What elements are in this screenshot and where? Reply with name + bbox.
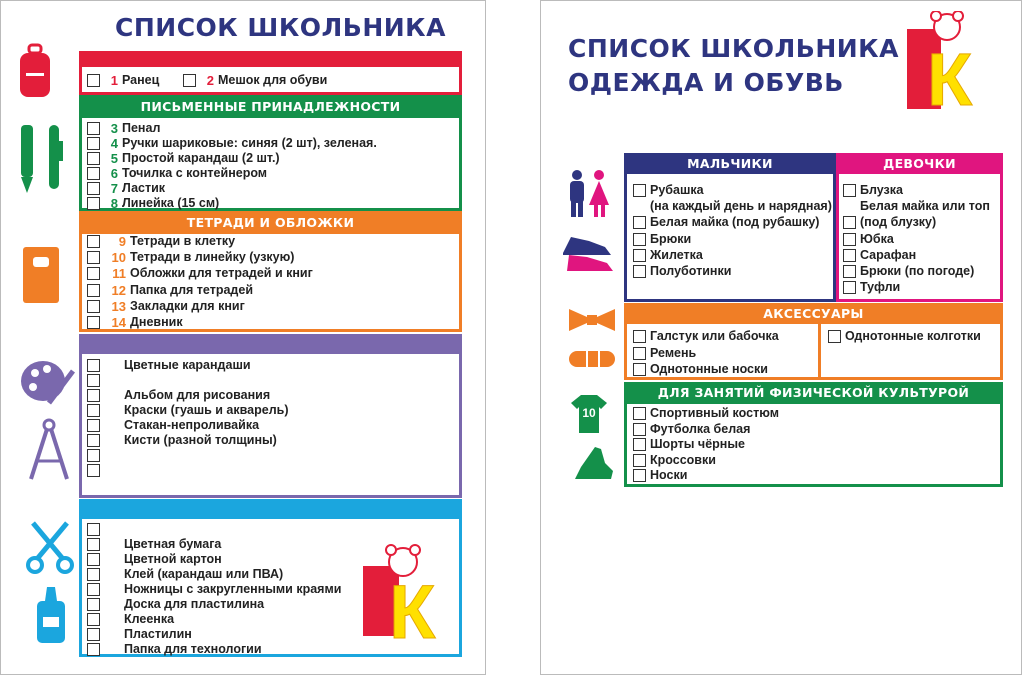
checklist-item[interactable]	[633, 264, 731, 279]
item-label: Дневник	[130, 315, 183, 329]
item-label: Кисти (разной толщины)	[124, 433, 277, 447]
item-label: Полуботинки	[650, 264, 732, 278]
glue-icon	[31, 585, 71, 645]
checklist-item[interactable]	[633, 232, 691, 247]
backpack-icon	[17, 43, 53, 99]
checklist-item[interactable]	[87, 627, 192, 642]
notebook-icon	[19, 245, 63, 305]
checklist-item[interactable]	[87, 151, 280, 166]
checklist-item[interactable]	[87, 181, 165, 196]
belt-icon	[567, 347, 617, 371]
item-label: Папка для тетрадей	[130, 282, 253, 297]
scissors-icon	[25, 521, 75, 575]
checklist-item[interactable]	[633, 406, 779, 421]
item-label: Линейка (15 см)	[122, 196, 220, 210]
checklist-item[interactable]	[843, 264, 974, 279]
checkbox[interactable]	[633, 330, 646, 343]
checklist-item[interactable]	[843, 215, 936, 230]
checkbox[interactable]	[87, 583, 100, 596]
checkbox[interactable]	[87, 538, 100, 551]
item-label: Однотонные носки	[650, 362, 768, 376]
item-number: 7	[110, 181, 118, 196]
item-label: Ранец	[122, 73, 160, 87]
checklist-item[interactable]	[843, 232, 894, 247]
item-label: Однотонные колготки	[845, 329, 981, 343]
item-label: Ластик	[122, 181, 166, 195]
item-label: Рубашка	[650, 183, 704, 197]
item-label: Кроссовки	[650, 452, 716, 467]
item-label: Сарафан	[860, 247, 917, 262]
checklist-item[interactable]	[183, 73, 327, 88]
checkbox[interactable]	[87, 643, 100, 656]
item-label: Простой карандаш (2 шт.)	[122, 151, 280, 165]
checkbox[interactable]	[87, 553, 100, 566]
checklist-item[interactable]	[87, 136, 377, 151]
checklist-item[interactable]	[87, 448, 124, 463]
checkbox[interactable]	[633, 216, 646, 229]
checkbox[interactable]	[87, 316, 100, 329]
item-label: Папка для технологии	[124, 642, 262, 656]
checklist-item[interactable]	[87, 582, 341, 597]
item-number: 13	[111, 298, 126, 314]
pe-header: ДЛЯ ЗАНЯТИЙ ФИЗИЧЕСКОЙ КУЛЬТУРОЙ	[624, 382, 1003, 404]
checklist-item[interactable]	[843, 248, 916, 263]
checkbox[interactable]	[828, 330, 841, 343]
section-header-1: ПИСЬМЕННЫЕ ПРИНАДЛЕЖНОСТИ	[79, 95, 462, 118]
svg-text:К: К	[927, 38, 973, 109]
checkbox[interactable]	[87, 628, 100, 641]
item-label: Пенал	[122, 121, 161, 135]
brand-logo	[363, 544, 459, 642]
jersey-number: 10	[582, 406, 596, 420]
checkbox[interactable]	[87, 523, 100, 536]
accessories-divider	[818, 324, 821, 378]
checkbox[interactable]	[183, 74, 196, 87]
item-label: Ножницы с закругленными краями	[124, 582, 342, 596]
checkbox[interactable]	[87, 167, 100, 180]
checkbox[interactable]	[87, 613, 100, 626]
item-number: 6	[110, 166, 118, 181]
item-number: 3	[110, 121, 118, 136]
checklist-item[interactable]	[633, 346, 696, 361]
checkbox[interactable]	[633, 233, 646, 246]
section-header-0	[79, 51, 462, 67]
checkbox[interactable]	[633, 347, 646, 360]
checkbox[interactable]	[87, 598, 100, 611]
item-label: Носки	[650, 468, 688, 482]
checkbox[interactable]	[633, 249, 646, 262]
compass-icon	[27, 417, 71, 481]
checklist-item[interactable]	[87, 358, 251, 373]
checkbox[interactable]	[843, 249, 856, 262]
shoes-icon	[561, 233, 615, 275]
item-label: Обложки для тетрадей и книг	[130, 266, 313, 281]
checkbox[interactable]	[87, 434, 100, 447]
checklist-item[interactable]	[87, 567, 283, 582]
checklist-item[interactable]	[87, 166, 267, 181]
checkbox[interactable]	[87, 74, 100, 87]
checkbox[interactable]	[87, 182, 100, 195]
checkbox[interactable]	[633, 363, 646, 376]
checkbox[interactable]	[87, 374, 100, 387]
checkbox[interactable]	[87, 300, 100, 313]
checklist-item[interactable]	[843, 183, 903, 198]
checklist-item[interactable]	[633, 468, 687, 483]
checkbox[interactable]	[633, 407, 646, 420]
item-label: (под блузку)	[860, 215, 937, 230]
checklist-item[interactable]	[87, 522, 124, 537]
checklist-item[interactable]	[87, 121, 160, 136]
item-label: Футболка белая	[650, 421, 751, 436]
item-label: Клей (карандаш или ПВА)	[124, 567, 284, 581]
item-label: Стакан-непроливайка	[124, 418, 260, 432]
palette-icon	[19, 353, 75, 409]
pencil-pen-icon	[17, 123, 69, 199]
checklist-item[interactable]	[87, 612, 174, 627]
checkbox[interactable]	[87, 122, 100, 135]
accessories-header: АКСЕССУАРЫ	[624, 303, 1003, 324]
checkbox[interactable]	[843, 233, 856, 246]
item-label: Блузка	[860, 183, 903, 197]
item-label: Тетради в клетку	[130, 234, 236, 248]
checklist-item[interactable]	[828, 329, 981, 344]
item-number: 4	[110, 136, 118, 151]
section-header-4	[79, 499, 462, 519]
checkbox[interactable]	[87, 404, 100, 417]
item-number: 5	[110, 151, 118, 166]
right-page	[540, 0, 1022, 675]
checkbox[interactable]	[633, 469, 646, 482]
item-number: 12	[111, 282, 126, 298]
checkbox[interactable]	[87, 152, 100, 165]
section-header-3	[79, 334, 462, 354]
checklist-item[interactable]	[633, 199, 832, 214]
item-label: Брюки (по погоде)	[860, 264, 975, 278]
checkbox[interactable]	[843, 184, 856, 197]
checklist-item[interactable]	[633, 248, 703, 263]
item-label: Ручки шариковые: синяя (2 шт), зеленая.	[122, 136, 377, 150]
checklist-item[interactable]	[633, 437, 745, 452]
right-title-line1: СПИСОК ШКОЛЬНИКА	[568, 34, 899, 63]
checkbox[interactable]	[87, 359, 100, 372]
checkbox[interactable]	[87, 235, 100, 248]
checklist-item[interactable]	[843, 280, 900, 295]
checklist-item[interactable]	[633, 362, 768, 377]
item-number: 9	[118, 234, 126, 249]
checklist-item[interactable]	[87, 373, 124, 388]
checklist-item[interactable]	[87, 433, 277, 448]
checklist-item[interactable]	[87, 552, 222, 567]
checkbox[interactable]	[87, 568, 100, 581]
brand-logo	[907, 11, 993, 109]
item-label: Туфли	[860, 280, 901, 295]
checkbox[interactable]	[633, 265, 646, 278]
checklist-item[interactable]	[633, 453, 716, 468]
boys-header: МАЛЬЧИКИ	[624, 153, 836, 174]
item-label: Точилка с контейнером	[122, 166, 268, 180]
jersey-icon	[571, 393, 607, 435]
checkbox[interactable]	[87, 197, 100, 210]
item-label: Белая майка или топ	[860, 199, 990, 214]
girls-header: ДЕВОЧКИ	[836, 153, 1003, 174]
item-label: Цветные карандаши	[124, 358, 251, 372]
item-label: Брюки	[650, 231, 692, 246]
checkbox[interactable]	[843, 265, 856, 278]
right-title-line2: ОДЕЖДА И ОБУВЬ	[568, 68, 844, 97]
checkbox[interactable]	[87, 389, 100, 402]
checkbox[interactable]	[87, 251, 100, 264]
item-label: Спортивный костюм	[650, 406, 779, 420]
item-number: 14	[111, 315, 126, 330]
checkbox[interactable]	[87, 419, 100, 432]
checkbox[interactable]	[843, 281, 856, 294]
item-label: (на каждый день и нарядная)	[650, 199, 832, 214]
left-page	[0, 0, 486, 675]
checkbox[interactable]	[87, 137, 100, 150]
section-header-2: ТЕТРАДИ И ОБЛОЖКИ	[79, 211, 462, 234]
item-label: Мешок для обуви	[218, 73, 328, 87]
item-label: Жилетка	[650, 247, 703, 262]
checklist-item[interactable]	[87, 283, 253, 298]
item-number: 2	[206, 73, 214, 88]
checklist-item[interactable]	[87, 266, 313, 281]
checklist-item[interactable]	[87, 315, 183, 330]
checkbox[interactable]	[87, 267, 100, 280]
item-label: Доска для пластилина	[124, 597, 265, 611]
children-icon	[565, 169, 613, 219]
item-label: Юбка	[860, 231, 894, 246]
bow-tie-icon	[567, 307, 617, 333]
checklist-item[interactable]	[87, 196, 219, 211]
item-label: Галстук или бабочка	[650, 329, 779, 343]
checklist-item[interactable]	[87, 299, 245, 314]
sneaker-icon	[571, 443, 615, 483]
checklist-item[interactable]	[87, 597, 264, 612]
checkbox[interactable]	[633, 184, 646, 197]
checklist-item[interactable]	[87, 403, 288, 418]
checklist-item[interactable]	[87, 418, 259, 433]
item-label: Шорты чёрные	[650, 437, 745, 451]
checkbox[interactable]	[87, 284, 100, 297]
checklist-item[interactable]	[87, 463, 124, 478]
checkbox[interactable]	[633, 423, 646, 436]
item-label: Альбом для рисования	[124, 388, 271, 402]
item-label: Ремень	[650, 345, 697, 360]
checklist-item[interactable]	[633, 183, 704, 198]
item-label: Клеенка	[124, 612, 175, 626]
item-label: Тетради в линейку (узкую)	[130, 250, 295, 265]
checklist-item[interactable]	[87, 388, 270, 403]
item-number: 11	[112, 266, 126, 282]
item-label: Цветной картон	[124, 552, 222, 566]
checklist-item[interactable]	[87, 234, 235, 249]
item-number: 8	[110, 196, 118, 211]
checklist-item[interactable]	[87, 250, 294, 265]
item-number: 1	[110, 73, 118, 88]
checklist-item[interactable]	[843, 199, 990, 214]
checklist-item[interactable]	[633, 215, 819, 230]
checkbox[interactable]	[87, 464, 100, 477]
checklist-item[interactable]	[87, 537, 221, 552]
item-label: Цветная бумага	[124, 537, 222, 551]
item-label: Краски (гуашь и акварель)	[124, 403, 289, 417]
checklist-item[interactable]	[87, 73, 159, 88]
checklist-item[interactable]	[87, 642, 262, 657]
checkbox[interactable]	[633, 438, 646, 451]
item-label: Закладки для книг	[130, 298, 245, 313]
item-number: 10	[111, 250, 126, 266]
checklist-item[interactable]	[633, 422, 750, 437]
logo-letter: К	[389, 570, 436, 642]
checkbox[interactable]	[633, 454, 646, 467]
checkbox[interactable]	[87, 449, 100, 462]
checklist-item[interactable]	[633, 329, 779, 344]
item-label: Пластилин	[124, 627, 192, 641]
checkbox[interactable]	[843, 216, 856, 229]
left-title: СПИСОК ШКОЛЬНИКА	[115, 13, 446, 42]
item-label: Белая майка (под рубашку)	[650, 215, 820, 230]
